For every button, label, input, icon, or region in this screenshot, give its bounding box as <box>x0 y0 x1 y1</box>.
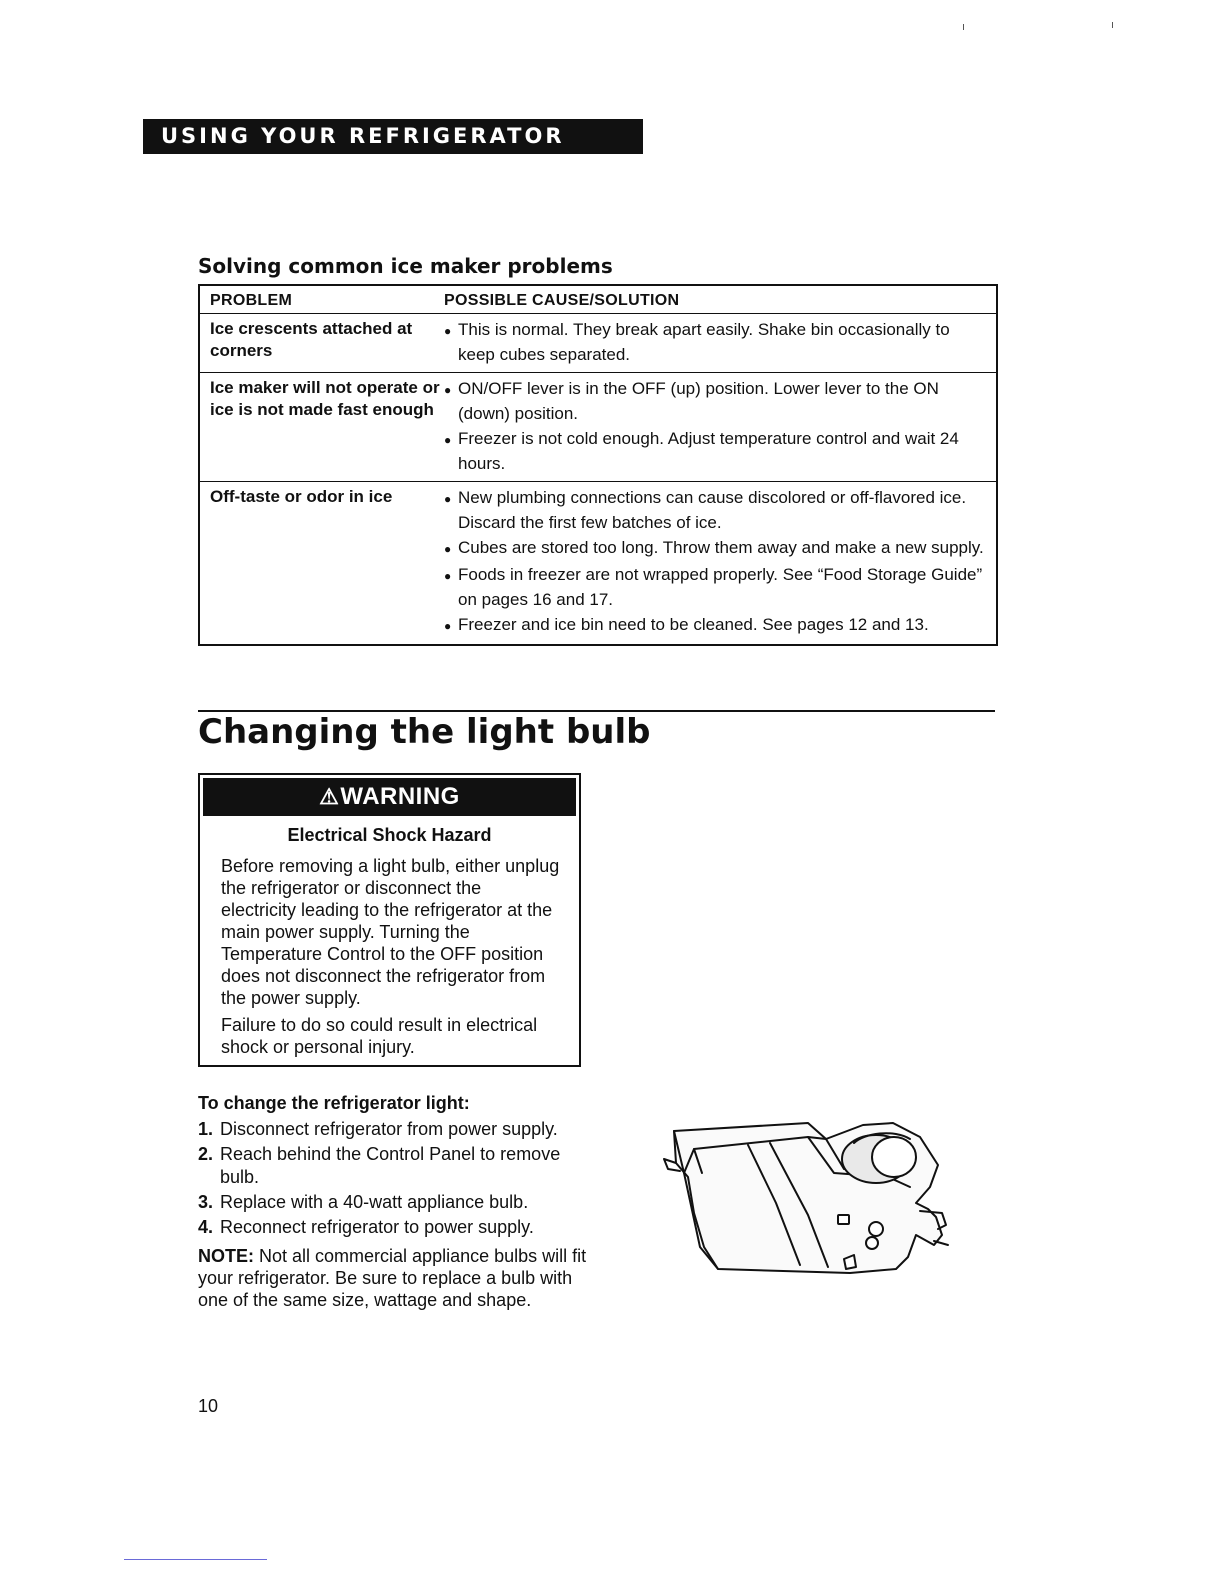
table-header-row <box>200 286 996 313</box>
warning-body <box>200 846 579 1058</box>
note-paragraph <box>198 1245 588 1311</box>
warning-banner <box>203 778 576 816</box>
light-change-instructions <box>198 1093 588 1311</box>
table-row <box>200 313 996 372</box>
solution-item: ● Foods in freezer are not wrapped properly. See “Food Storage Guide” on pages 16 and 17. <box>444 565 983 609</box>
solution-column-header: POSSIBLE CAUSE/SOLUTION <box>444 292 680 309</box>
warning-subtitle: Electrical Shock Hazard <box>287 825 492 845</box>
warning-label: WARNING <box>340 783 460 810</box>
list-item: 2. Reach behind the Control Panel to remove bulb. <box>198 1144 561 1187</box>
warning-paragraph: Before removing a light bulb, either unplug the refrigerator or disconnect the electricity leading to the refrigerator at the main power supply. Turning the Temperature Control to the OFF position does not disconnect the refrigerator from the power supply. <box>221 856 560 1008</box>
table-row <box>200 481 996 644</box>
note-text: Not all commercial appliance bulbs will fit your refrigerator. Be sure to replace a bulb with one of the same size, wattage and shape. <box>198 1246 587 1310</box>
ice-maker-section-title: Solving common ice maker problems <box>198 254 613 278</box>
solution-item: ● Cubes are stored too long. Throw them away and make a new supply. <box>444 536 984 561</box>
note-label: NOTE: <box>198 1246 254 1266</box>
bullet-icon: ● <box>444 383 452 397</box>
bullet-icon: ● <box>444 569 452 583</box>
scan-mark <box>1112 22 1113 28</box>
steps-title: To change the refrigerator light: <box>198 1093 470 1113</box>
section-header-bar <box>143 119 643 154</box>
control-panel-light-bulb-illustration <box>658 1117 958 1287</box>
warning-box <box>198 773 581 1067</box>
footer-line <box>124 1559 267 1560</box>
list-item: 1. Disconnect refrigerator from power supply. <box>198 1119 558 1139</box>
bullet-icon: ● <box>444 433 452 447</box>
problem-column-header: PROBLEM <box>210 292 293 309</box>
solution-item: ● Freezer is not cold enough. Adjust temperature control and wait 24 hours. <box>444 429 959 473</box>
solution-item: ● Freezer and ice bin need to be cleaned. See pages 12 and 13. <box>444 613 984 638</box>
bullet-icon: ● <box>444 492 452 506</box>
warning-paragraph: Failure to do so could result in electrical shock or personal injury. <box>221 1015 538 1057</box>
ice-maker-problems-table <box>198 284 998 646</box>
light-bulb-section-title: Changing the light bulb <box>198 712 651 752</box>
bullet-icon: ● <box>444 619 452 633</box>
list-item: 4. Reconnect refrigerator to power supply. <box>198 1217 534 1237</box>
solution-item: ● New plumbing connections can cause discolored or off-flavored ice. Discard the first few batches of ice. <box>444 488 967 532</box>
solution-item: ● This is normal. They break apart easily. Shake bin occasionally to keep cubes separated. <box>444 320 950 364</box>
bullet-icon: ● <box>444 542 452 556</box>
table-row <box>200 372 996 481</box>
problem-cell: Off-taste or odor in ice <box>210 487 393 506</box>
problem-cell: Ice maker will not operate or ice is not made fast enough <box>210 378 440 419</box>
section-header-title: USING YOUR REFRIGERATOR <box>161 124 565 148</box>
page-number: 10 <box>198 1396 219 1416</box>
list-item: 3. Replace with a 40-watt appliance bulb. <box>198 1192 529 1212</box>
scan-mark <box>963 24 964 30</box>
problem-cell: Ice crescents attached at corners <box>210 319 413 360</box>
bullet-icon: ● <box>444 324 452 338</box>
warning-triangle-icon: ⚠ <box>319 784 340 809</box>
solution-item: ● ON/OFF lever is in the OFF (up) position. Lower lever to the ON (down) position. <box>444 379 939 423</box>
